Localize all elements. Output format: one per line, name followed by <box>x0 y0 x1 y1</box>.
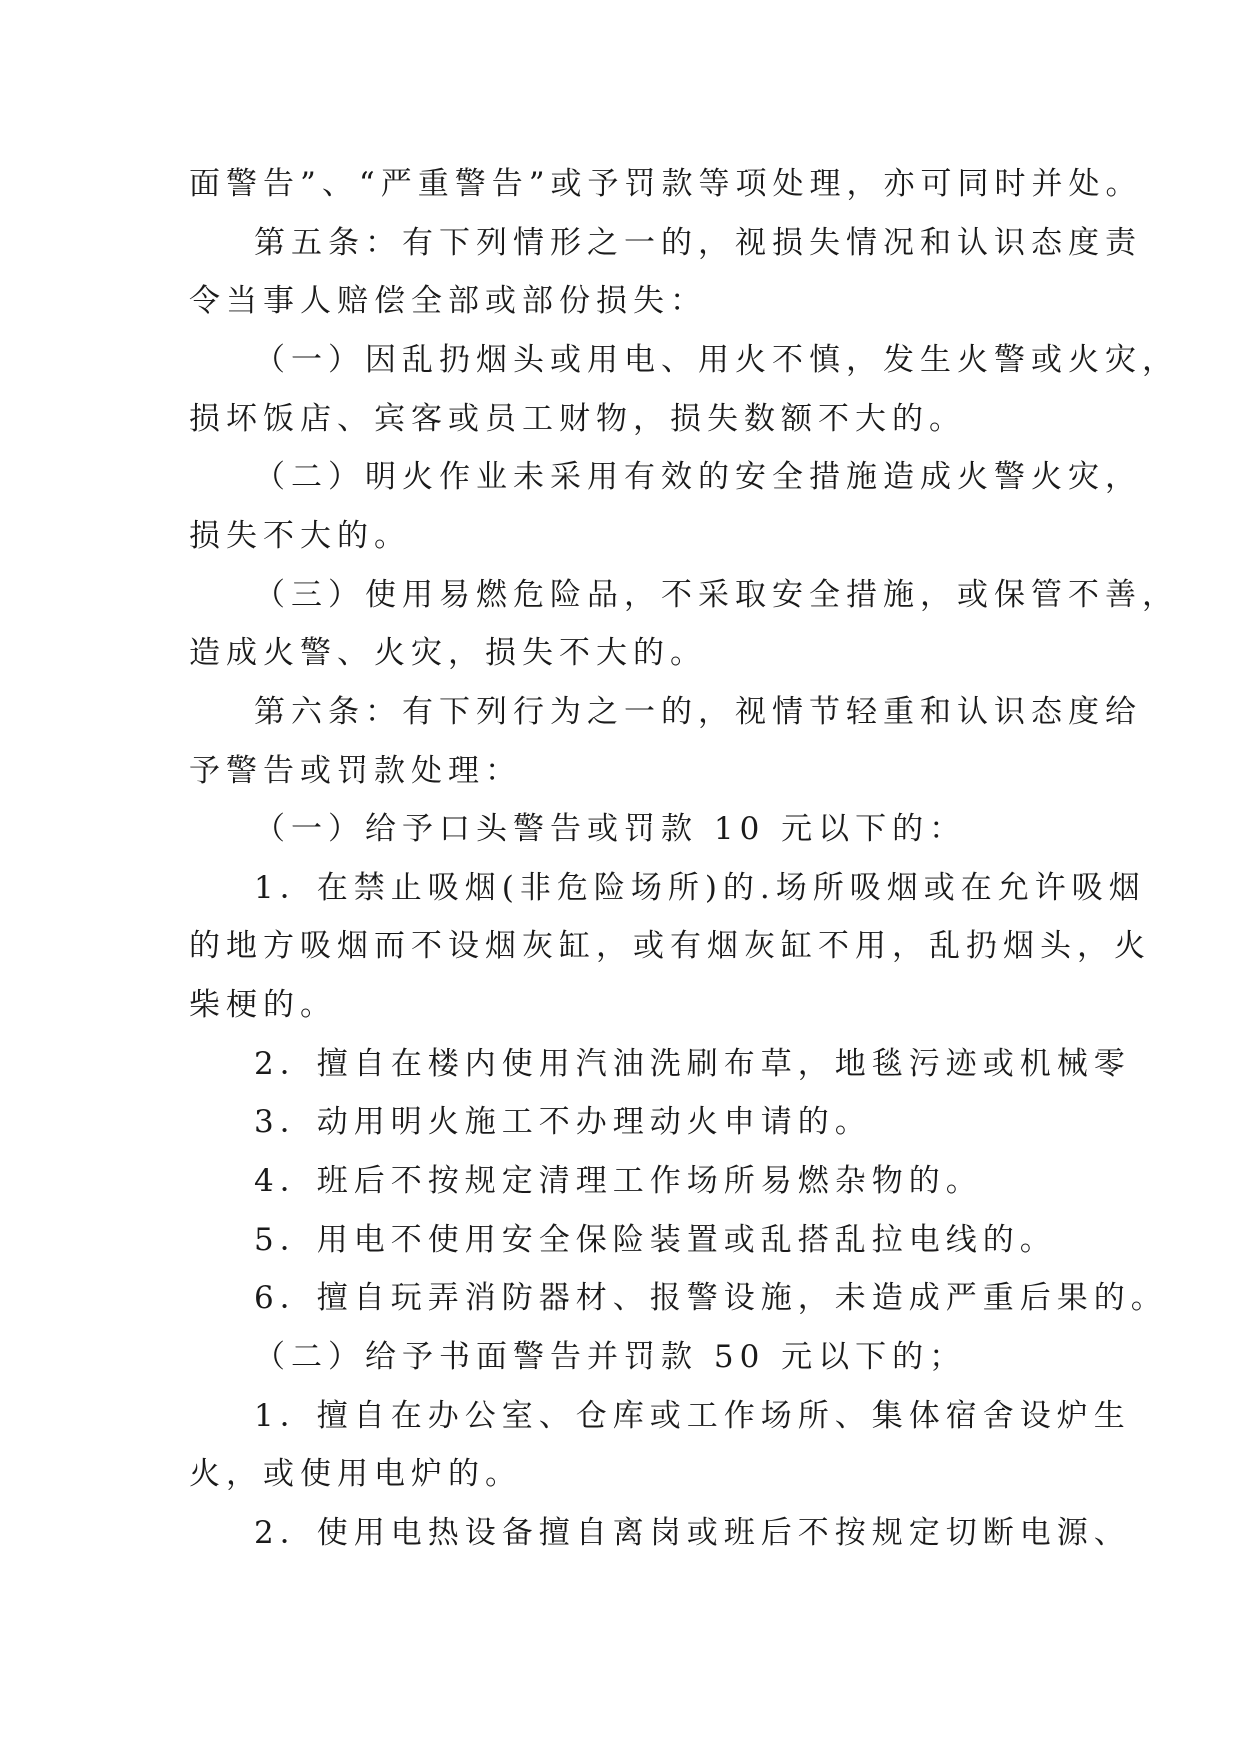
document-line: 令当事人赔偿全部或部份损失： <box>189 283 707 319</box>
document-line: 2．使用电热设备擅自离岗或班后不按规定切断电源、 <box>254 1515 1131 1551</box>
document-line: 5．用电不使用安全保险装置或乱搭乱拉电线的。 <box>254 1222 1057 1258</box>
document-line: 2．擅自在楼内使用汽油洗刷布草，地毯污迹或机械零 <box>254 1046 1131 1082</box>
document-line: 造成火警、火灾，损失不大的。 <box>189 635 707 671</box>
document-line: 面警告”、“严重警告”或予罚款等项处理，亦可同时并处。 <box>189 166 1143 202</box>
document-line: （一）给予口头警告或罚款 10 元以下的： <box>254 811 967 847</box>
document-line: 1．擅自在办公室、仓库或工作场所、集体宿舍设炉生 <box>254 1398 1131 1434</box>
document-line: 6．擅自玩弄消防器材、报警设施，未造成严重后果的。 <box>254 1280 1168 1316</box>
document-line: （二）给予书面警告并罚款 50 元以下的； <box>254 1339 967 1375</box>
document-line: 柴梗的。 <box>189 987 337 1023</box>
article-five-heading-line: 第五条：有下列情形之一的，视损失情况和认识态度责 <box>254 225 1142 261</box>
document-line: 4．班后不按规定清理工作场所易燃杂物的。 <box>254 1163 983 1199</box>
document-line: 火，或使用电炉的。 <box>189 1456 522 1492</box>
document-line: 予警告或罚款处理： <box>189 753 522 789</box>
document-line: （三）使用易燃危险品，不采取安全措施，或保管不善， <box>254 577 1179 613</box>
document-line: 3．动用明火施工不办理动火申请的。 <box>254 1104 872 1140</box>
document-line: 损失不大的。 <box>189 518 411 554</box>
document-line: （一）因乱扔烟头或用电、用火不慎，发生火警或火灾， <box>254 342 1179 378</box>
document-line: 的地方吸烟而不设烟灰缸，或有烟灰缸不用，乱扔烟头，火 <box>189 928 1151 964</box>
document-line: 损坏饭店、宾客或员工财物，损失数额不大的。 <box>189 401 966 437</box>
document-line: （二）明火作业未采用有效的安全措施造成火警火灾， <box>254 459 1142 495</box>
document-line: 1．在禁止吸烟(非危险场所)的.场所吸烟或在允许吸烟 <box>254 870 1146 906</box>
article-six-heading-line: 第六条：有下列行为之一的，视情节轻重和认识态度给 <box>254 694 1142 730</box>
